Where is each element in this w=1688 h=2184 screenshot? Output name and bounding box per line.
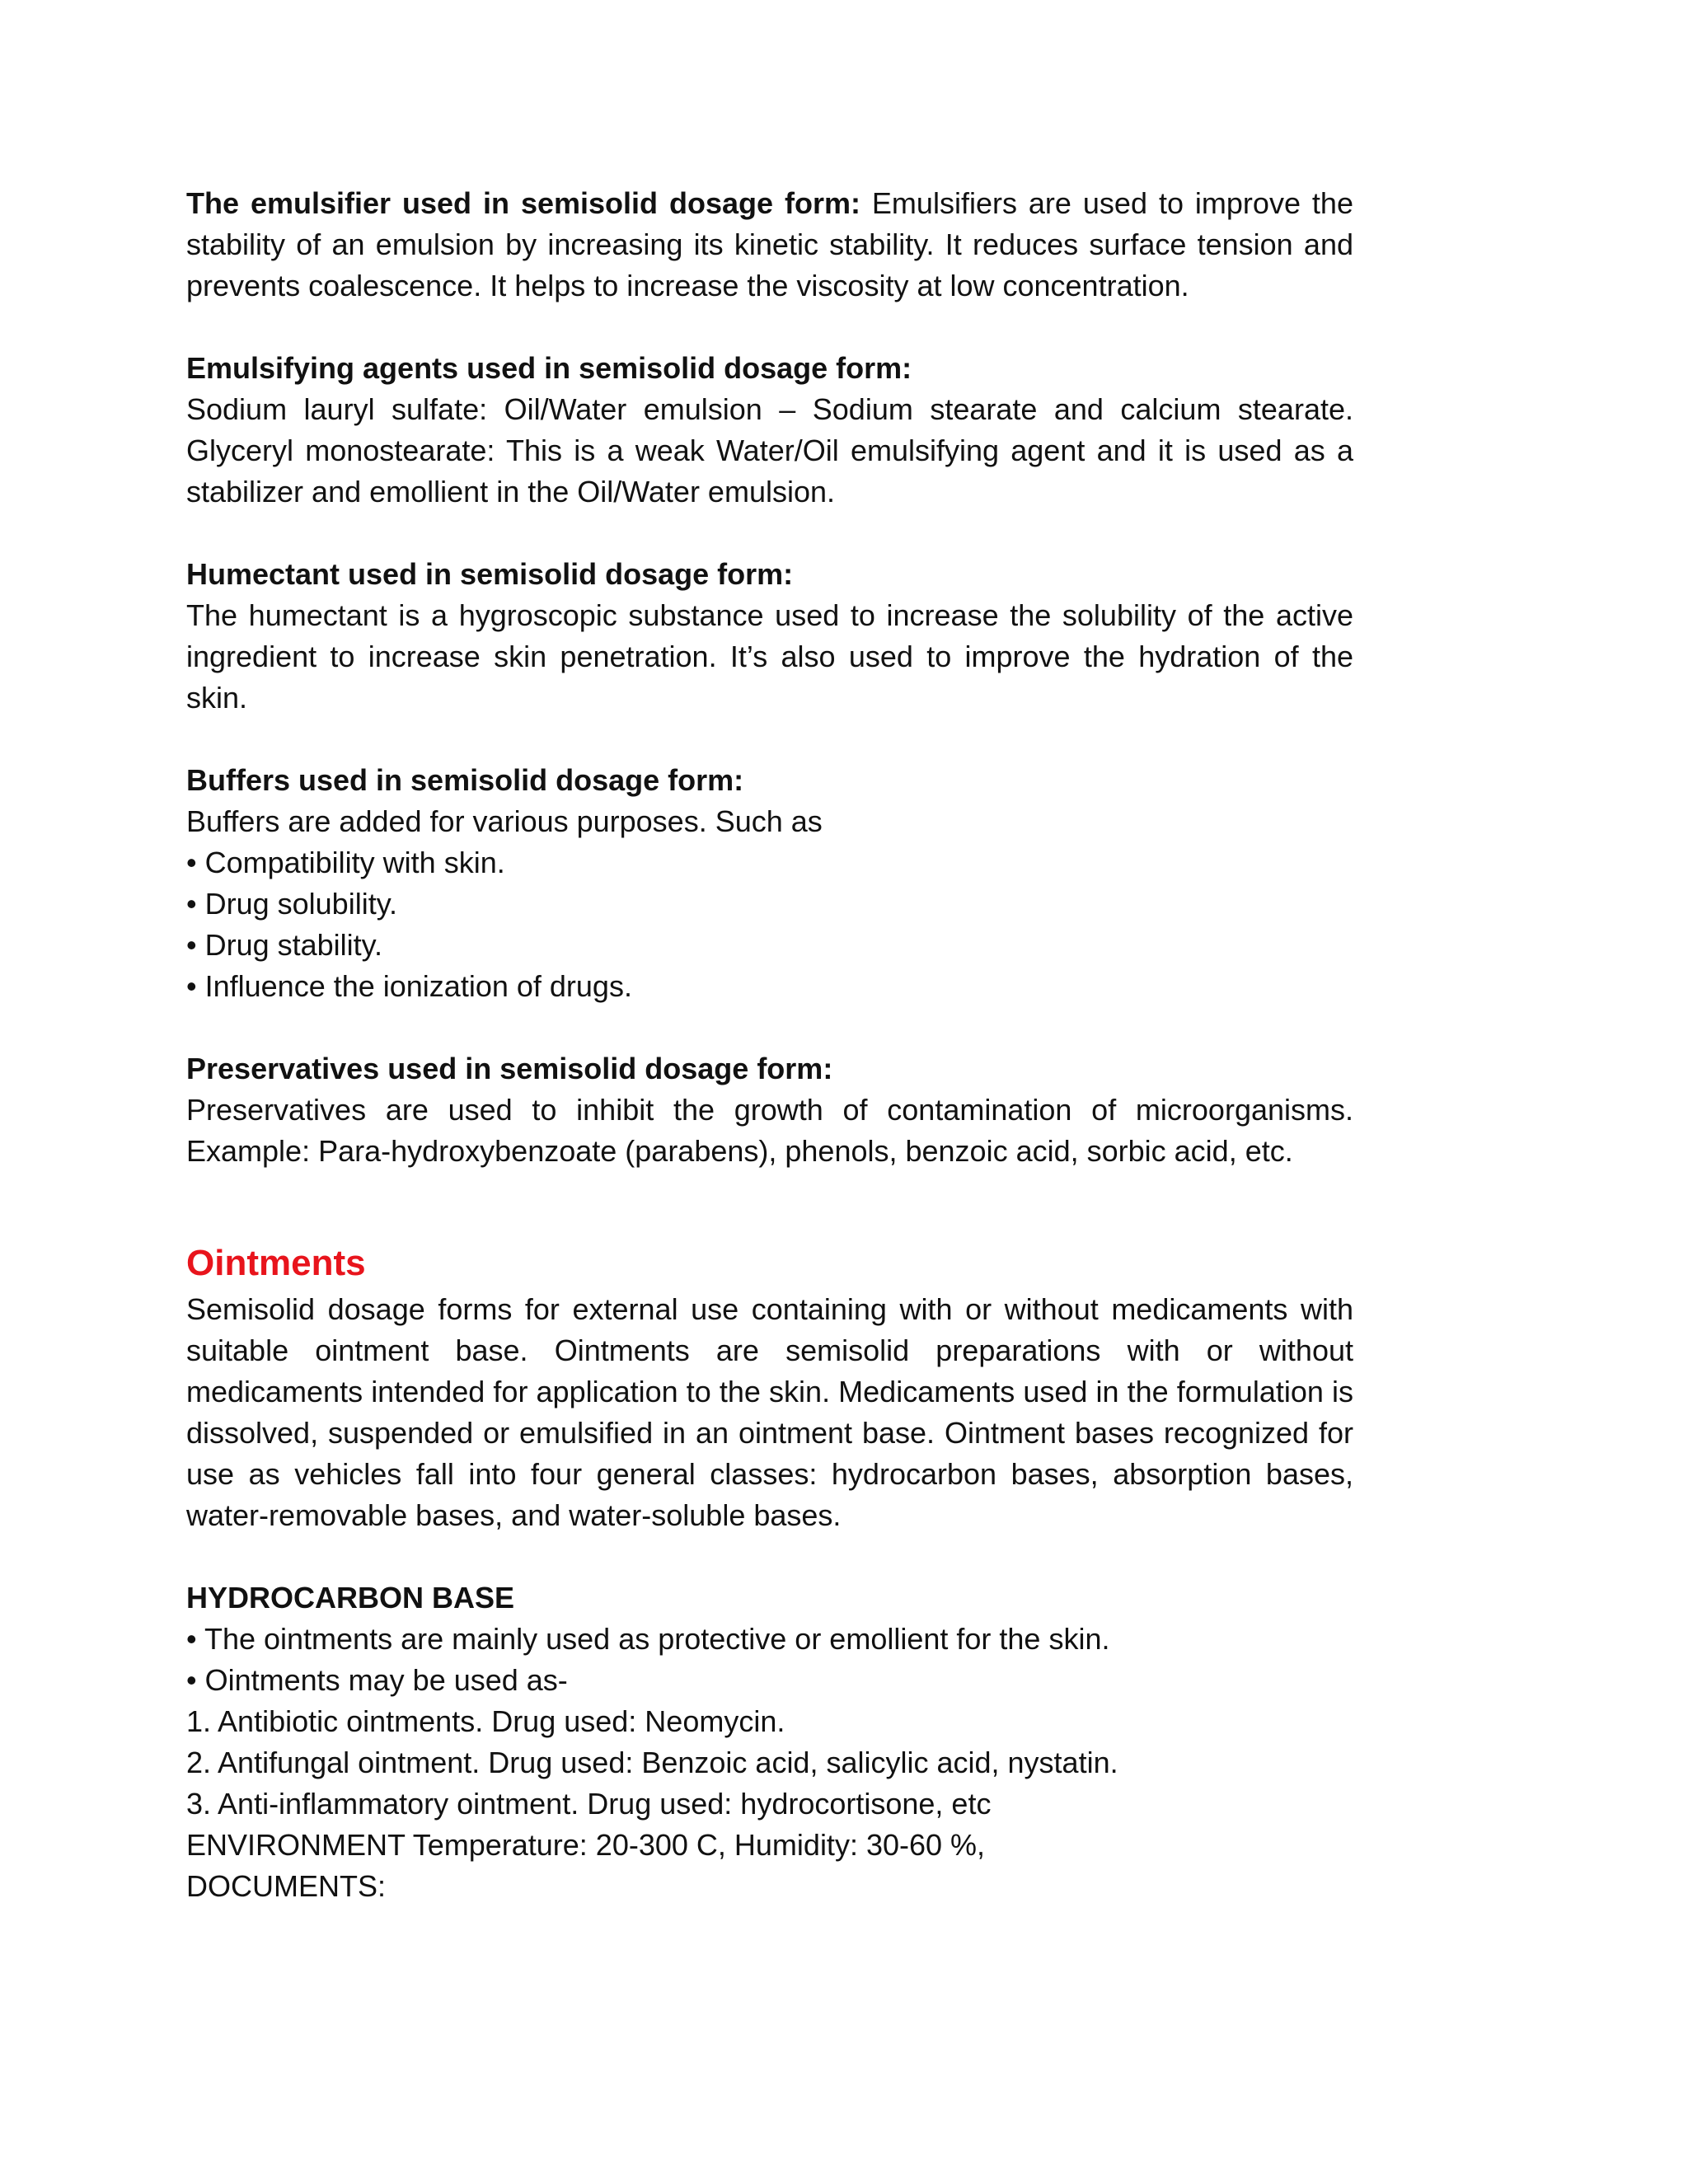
- buffers-heading: Buffers used in semisolid dosage form:: [186, 763, 744, 797]
- preservatives-body: Preservatives are used to inhibit the growth of contamination of microorganisms. Example: Para-hydroxybenzoate (parabens), phenols, benzoic acid, sorbic acid, etc.: [186, 1093, 1353, 1168]
- emulsifier-body: Emulsifiers are used to improve the stability of an emulsion by increasing its kinetic stability. It reduces surface tension and prevents coalescence. It helps to increase the viscosity at low concentration.: [186, 186, 1353, 302]
- document-page: [186, 183, 1353, 1907]
- emulsifying-agents-body: Sodium lauryl sulfate: Oil/Water emulsion – Sodium stearate and calcium stearate. Glyceryl monostearate: This is a weak Water/Oil emulsifying agent and it is used as a stabilizer and emollient in the Oil/Water emulsion.: [186, 392, 1353, 509]
- hydrocarbon-line: 3. Anti-inflammatory ointment. Drug used: hydrocortisone, etc: [186, 1787, 992, 1821]
- hydrocarbon-heading: HYDROCARBON BASE: [186, 1581, 515, 1615]
- humectant-heading: Humectant used in semisolid dosage form:: [186, 557, 794, 591]
- hydrocarbon-line: • The ointments are mainly used as protective or emollient for the skin.: [186, 1622, 1110, 1656]
- ointments-body: Semisolid dosage forms for external use containing with or without medicaments with suitable ointment base. Ointments are semisolid preparations with or without medicaments intended for application to the skin. Medicaments used in the formulation is dissolved, suspended or emulsified in an ointment base. Ointment bases recognized for use as vehicles fall into four general classes: hydrocarbon bases, absorption bases, water-removable bases, and water-soluble bases.: [186, 1292, 1353, 1532]
- buffers-list-item: • Drug stability.: [186, 928, 383, 962]
- buffers-list-item: • Influence the ionization of drugs.: [186, 969, 632, 1003]
- hydrocarbon-line: 2. Antifungal ointment. Drug used: Benzoic acid, salicylic acid, nystatin.: [186, 1746, 1118, 1779]
- hydrocarbon-line: • Ointments may be used as-: [186, 1663, 568, 1697]
- hydrocarbon-line: ENVIRONMENT Temperature: 20-300 C, Humidity: 30-60 %,: [186, 1828, 986, 1862]
- hydrocarbon-line: DOCUMENTS:: [186, 1869, 386, 1903]
- buffers-list-item: • Compatibility with skin.: [186, 846, 505, 879]
- buffers-list-item: • Drug solubility.: [186, 887, 398, 921]
- ointments-heading: Ointments: [186, 1243, 366, 1283]
- emulsifier-heading: The emulsifier used in semisolid dosage form:: [186, 186, 860, 220]
- buffers-intro: Buffers are added for various purposes. Such as: [186, 804, 823, 838]
- preservatives-heading: Preservatives used in semisolid dosage form:: [186, 1052, 833, 1085]
- emulsifying-agents-heading: Emulsifying agents used in semisolid dosage form:: [186, 351, 912, 385]
- humectant-body: The humectant is a hygroscopic substance used to increase the solubility of the active ingredient to increase skin penetration. It’s also used to improve the hydration of the skin.: [186, 598, 1353, 715]
- hydrocarbon-line: 1. Antibiotic ointments. Drug used: Neomycin.: [186, 1704, 785, 1738]
- emulsifier-paragraph: [186, 183, 1353, 307]
